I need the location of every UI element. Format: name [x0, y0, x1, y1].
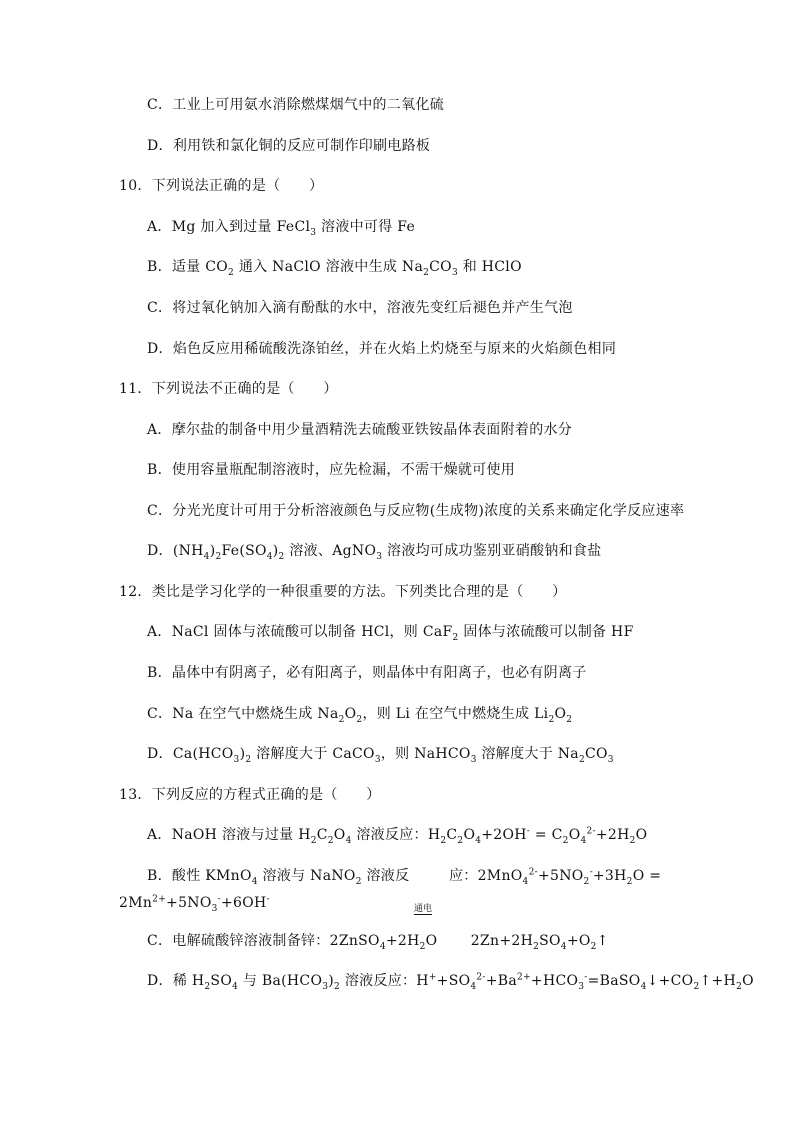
q11-option-d: D．$(NH_4)_2Fe(SO_4)_2$ 溶液、AgNO$_3$ 溶液均可成功鉴别亚硝酸钠和食盐 [147, 543, 602, 562]
subscript: 2 [356, 714, 363, 725]
subscript: 3 [376, 551, 383, 562]
superscript: - [266, 894, 270, 905]
subscript: 2 [562, 835, 569, 846]
subscript: 4 [580, 835, 587, 846]
subscript: 3 [451, 267, 458, 278]
q10-option-b: B．适量 $CO_2$ 通入 NaClO 溶液中生成 $Na_2CO_3$ 和 HClO [147, 259, 522, 278]
subscript: 4 [232, 981, 239, 992]
subscript: 2 [452, 632, 459, 643]
subscript: 2 [457, 835, 464, 846]
subscript: 2 [583, 876, 590, 887]
q12-option-b: B．晶体中有阴离子，必有阳离子，则晶体中有阳离子，也必有阴离子 [147, 665, 587, 681]
q12-option-c: C．Na 在空气中燃烧生成 $Na_2O_2$，则 Li 在空气中燃烧生成 $Li_2O_2$ [147, 706, 573, 725]
subscript: 2 [533, 941, 540, 952]
q13-option-b-part1: B．酸性 KMnO$_4$ 溶液与 NaNO$_2$ 溶液反 [147, 868, 410, 887]
subscript: 2 [310, 835, 317, 846]
q13-option-b-part2: 应：$2MnO_4^{2-}+5NO_2^-+3H_2O$ = [449, 867, 662, 887]
q9-option-d: D．利用铁和氯化铜的反应可制作印刷电路板 [147, 138, 431, 154]
subscript: 2 [423, 267, 430, 278]
question-13-stem: 13．下列反应的方程式正确的是（ ） [119, 787, 381, 803]
superscript: - [217, 894, 221, 905]
subscript: 2 [204, 981, 211, 992]
q9-option-c: C．工业上可用氨水消除燃煤烟气中的二氧化硫 [147, 97, 445, 113]
subscript: 3 [374, 754, 381, 765]
subscript: 2 [419, 941, 426, 952]
subscript: 2 [566, 714, 573, 725]
superscript: 2- [476, 972, 486, 983]
subscript: 4 [266, 551, 273, 562]
superscript: + [428, 972, 437, 983]
question-11-stem: 11．下列说法不正确的是（ ） [119, 381, 338, 397]
subscript: 3 [310, 227, 317, 238]
subscript: 2 [578, 754, 585, 765]
q10-option-d: D．焰色反应用稀硫酸洗涤铂丝，并在火焰上灼烧至与原来的火焰颜色相同 [147, 341, 617, 357]
subscript: 4 [379, 941, 386, 952]
q10-option-c: C．将过氧化钠加入滴有酚酞的水中，溶液先变红后褪色并产生气泡 [147, 300, 573, 316]
subscript: 2 [693, 981, 700, 992]
subscript: 2 [245, 754, 252, 765]
q13-option-d: D．稀 $H_2SO_4$ 与 $Ba(HCO_3)_2$ 溶液反应：$H^++SO_4^{2-}+Ba^{2+}+HCO_3^-=BaSO_4↓+CO_2↑+H_2O$ [147, 972, 754, 992]
subscript: 3 [607, 754, 614, 765]
subscript: 2 [590, 941, 597, 952]
subscript: 4 [522, 876, 529, 887]
subscript: 3 [211, 903, 218, 914]
question-10-stem: 10．下列说法正确的是（ ） [119, 178, 324, 194]
superscript: 2+ [152, 894, 167, 905]
subscript: 2 [338, 714, 345, 725]
subscript: 3 [233, 754, 240, 765]
subscript: 4 [560, 941, 567, 952]
superscript: 2- [586, 826, 596, 837]
subscript: 2 [548, 714, 555, 725]
superscript: - [589, 867, 593, 878]
question-12-stem: 12．类比是学习化学的一种很重要的方法。下列类比合理的是（ ） [119, 584, 567, 600]
superscript: 2- [528, 867, 538, 878]
electrolysis-condition-label: 通电 [414, 904, 433, 914]
superscript: - [526, 826, 531, 837]
subscript: 2 [626, 876, 633, 887]
subscript: 3 [578, 981, 585, 992]
subscript: 4 [640, 981, 647, 992]
subscript: 4 [203, 551, 210, 562]
subscript: 2 [215, 551, 222, 562]
subscript: 2 [355, 876, 362, 887]
subscript: 3 [322, 981, 329, 992]
q13-option-c: C．电解硫酸锌溶液制备锌：$2ZnSO_4+2H_2O$ $2Zn+2H_2SO_4+O_2↑$ [147, 933, 609, 952]
q11-option-b: B．使用容量瓶配制溶液时，应先检漏，不需干燥就可使用 [147, 462, 516, 478]
superscript: - [584, 972, 588, 983]
subscript: 2 [440, 835, 447, 846]
subscript: 2 [228, 267, 235, 278]
q12-option-a: A．NaCl 固体与浓硫酸可以制备 HCl，则 CaF$_2$ 固体与浓硫酸可以制备 HF [147, 624, 634, 643]
q13-option-a: A．NaOH 溶液与过量 $H_2C_2O_4$ 溶液反应：$H_2C_2O_4+2OH^- = C_2O_4^{2-}+2H_2O$ [147, 826, 648, 846]
q12-option-d: D．$Ca(HCO_3)_2$ 溶解度大于 CaCO$_3$，则 NaHCO$_3$ 溶解度大于 $Na_2CO_3$ [147, 746, 614, 765]
subscript: 3 [470, 754, 477, 765]
q10-option-a: A．Mg 加入到过量 FeCl$_3$ 溶液中可得 Fe [147, 219, 416, 238]
subscript: 2 [736, 981, 743, 992]
subscript: 2 [629, 835, 636, 846]
subscript: 4 [470, 981, 477, 992]
subscript: 4 [345, 835, 352, 846]
subscript: 4 [251, 876, 258, 887]
q13-option-b-part3: $2Mn^{2+}+5NO_3^-+6OH^-$ [119, 894, 270, 914]
subscript: 2 [327, 835, 334, 846]
subscript: 2 [334, 981, 341, 992]
q11-option-a: A．摩尔盐的制备中用少量酒精洗去硫酸亚铁铵晶体表面附着的水分 [147, 422, 573, 438]
q11-option-c: C．分光光度计可用于分析溶液颜色与反应物(生成物)浓度的关系来确定化学反应速率 [147, 503, 685, 519]
subscript: 4 [475, 835, 482, 846]
subscript: 2 [278, 551, 285, 562]
superscript: 2+ [517, 972, 531, 983]
